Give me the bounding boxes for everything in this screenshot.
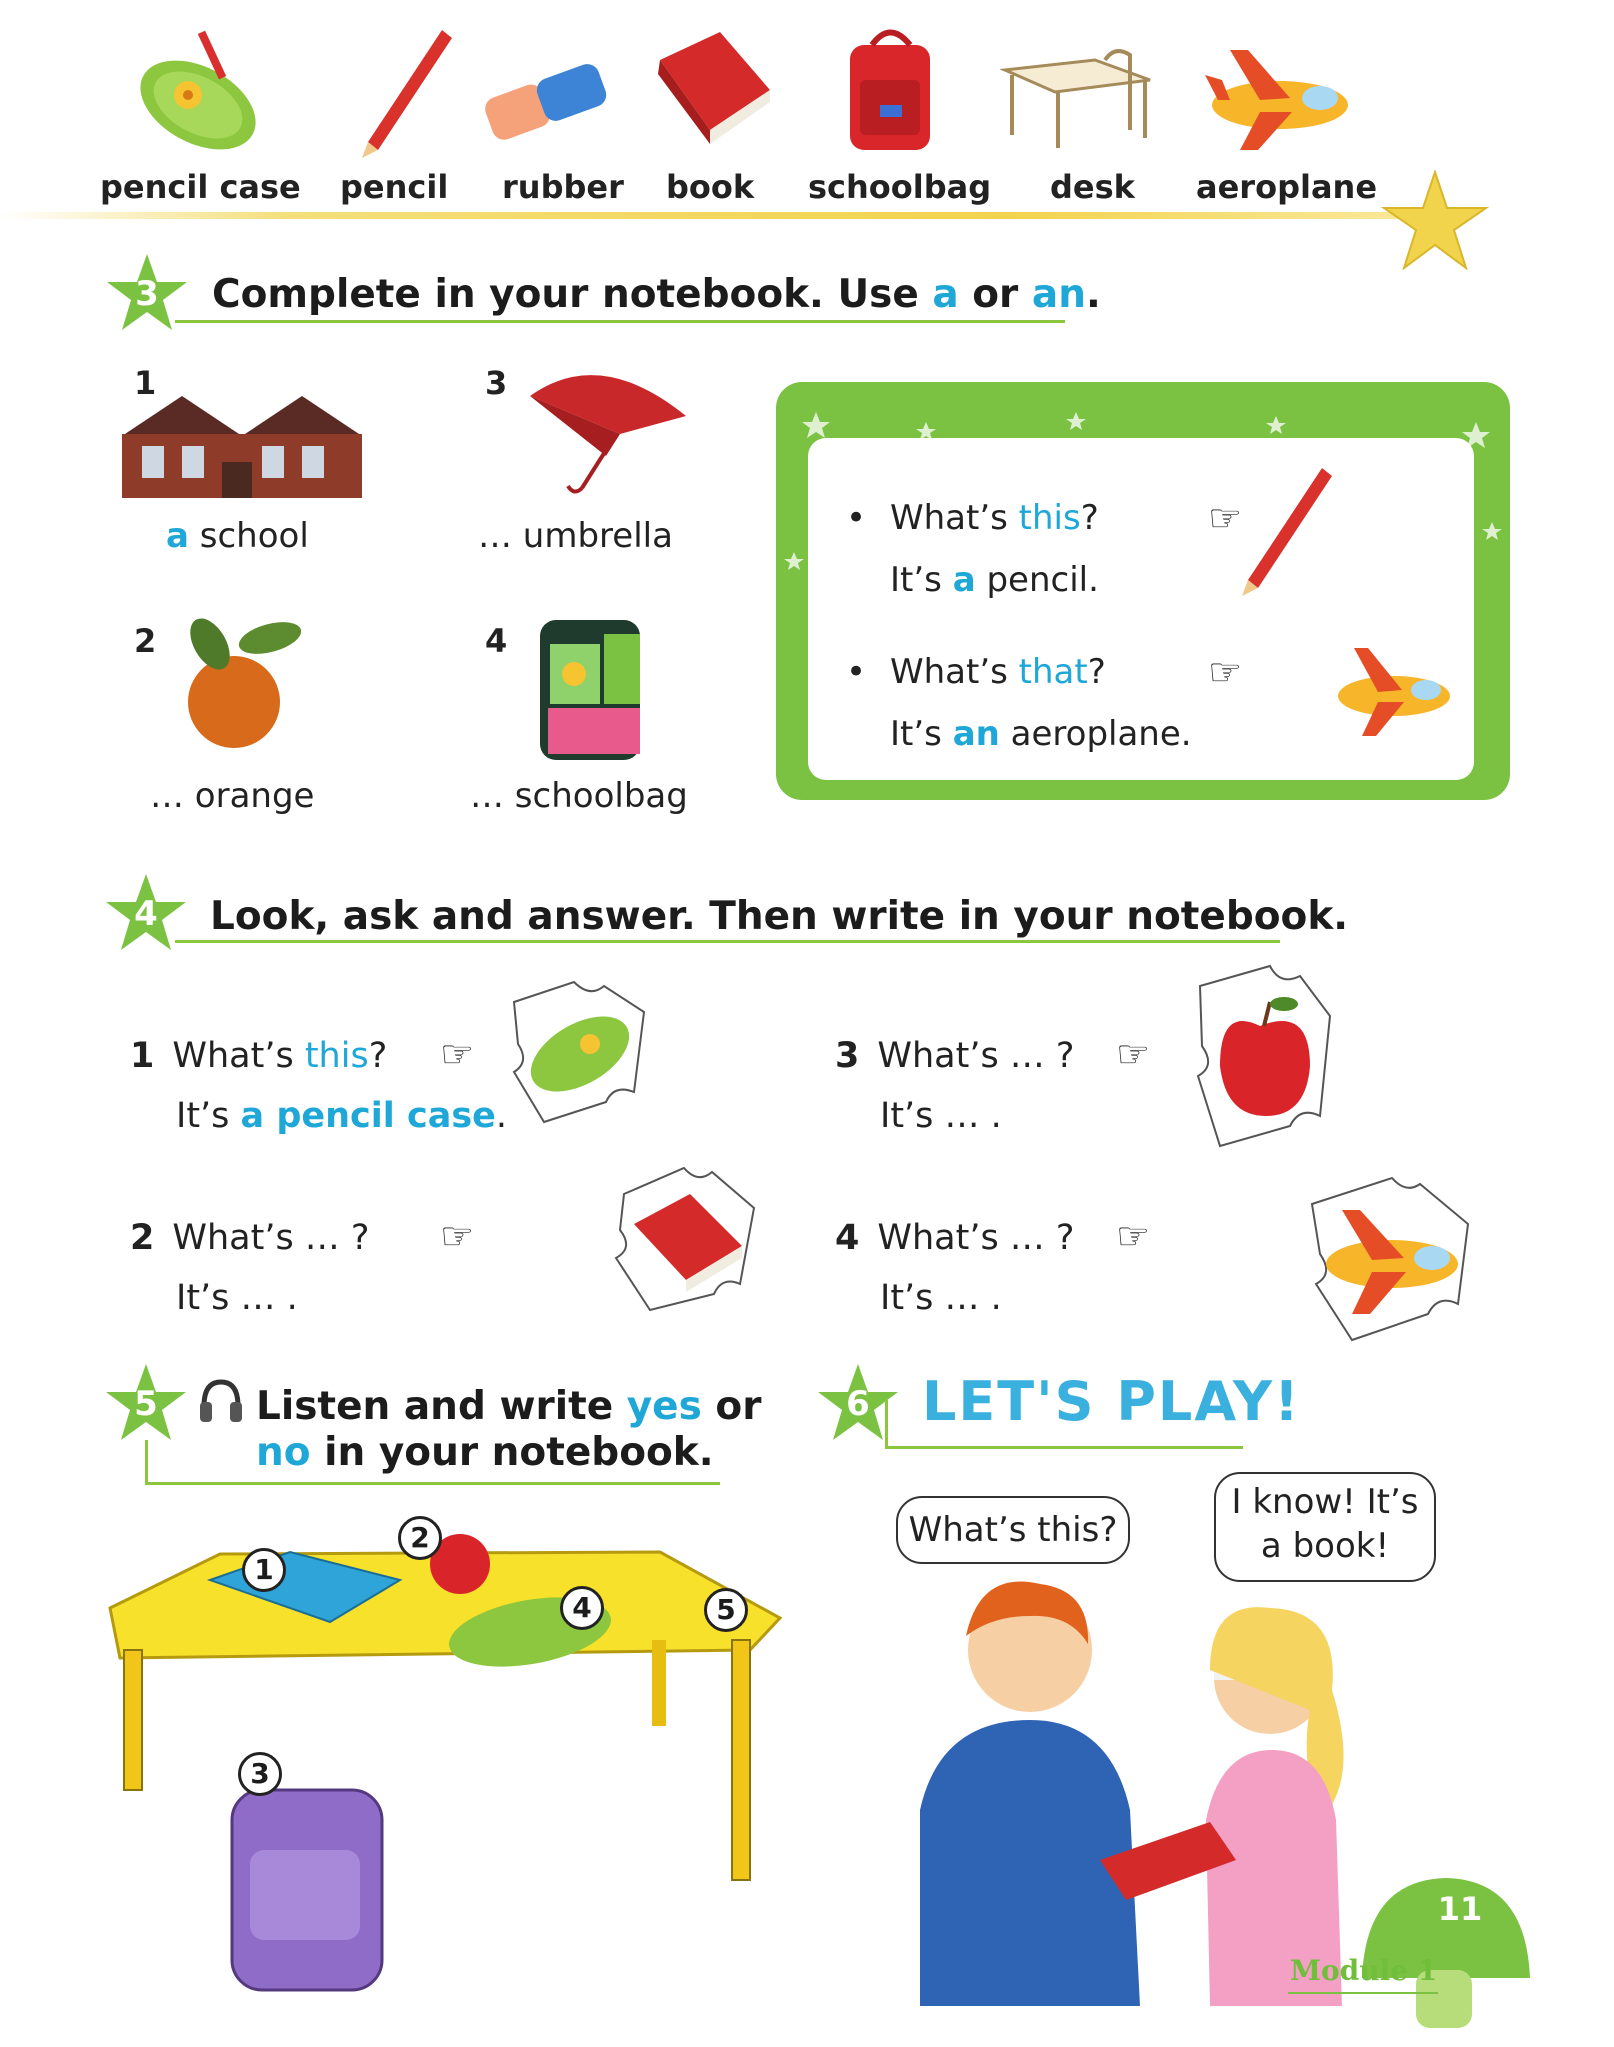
vocab-label-book: book xyxy=(666,168,755,206)
heading-underline xyxy=(175,320,1065,323)
exercise-number: 3 xyxy=(135,274,159,314)
ex4-question-1 xyxy=(130,1036,387,1076)
pointing-hand-icon: ☞ xyxy=(1208,496,1243,540)
bubble-line: a book! xyxy=(1260,1526,1390,1566)
highlight-word: a xyxy=(952,560,976,600)
text: It’s xyxy=(890,560,953,600)
aeroplane-image xyxy=(1326,632,1460,740)
heading-underline xyxy=(175,940,1280,943)
vocab-label-pencil: pencil xyxy=(340,168,449,206)
text: ? xyxy=(1080,498,1099,538)
text: ? xyxy=(1087,652,1106,692)
exercise-4-instruction: Look, ask and answer. Then write in your notebook. xyxy=(210,894,1349,939)
lets-play-title: LET'S PLAY! xyxy=(922,1370,1301,1433)
pointing-hand-icon: ☞ xyxy=(1208,650,1243,694)
highlight-word: that xyxy=(1018,652,1088,692)
vocab-label-aeroplane: aeroplane xyxy=(1196,168,1378,206)
text: What’s … ? xyxy=(172,1218,370,1258)
pencil-case-image xyxy=(128,20,268,160)
item-caption: … orange xyxy=(150,776,315,816)
text: What’s … ? xyxy=(877,1218,1075,1258)
pencil-image xyxy=(350,20,460,160)
text: What’s … ? xyxy=(877,1036,1075,1076)
highlight-word: a pencil case xyxy=(240,1096,496,1136)
vocab-label-rubber: rubber xyxy=(502,168,624,206)
heading-underline-vertical xyxy=(145,1440,148,1484)
heading-underline xyxy=(145,1482,720,1485)
answer-article: a xyxy=(166,516,189,556)
instruction-text: or xyxy=(701,1384,762,1429)
grammar-question-2 xyxy=(890,652,1106,692)
exercise-5-instruction-line-1 xyxy=(256,1384,761,1429)
exercise-5-instruction-line-2 xyxy=(256,1430,714,1475)
marker-5: 5 xyxy=(704,1588,748,1632)
vocab-label-desk: desk xyxy=(1050,168,1135,206)
pointing-hand-icon: ☞ xyxy=(1116,1214,1151,1258)
pointing-hand-icon: ☞ xyxy=(440,1214,475,1258)
bubble-line: I know! It’s xyxy=(1231,1482,1419,1522)
gold-star-icon xyxy=(1380,170,1490,270)
schoolbag-image xyxy=(524,604,664,766)
puzzle-book-image xyxy=(594,1154,770,1322)
text: What’s xyxy=(890,652,1019,692)
grammar-bullet: • xyxy=(846,498,867,538)
item-number: 3 xyxy=(835,1036,860,1076)
highlight-word: this xyxy=(1018,498,1081,538)
item-caption: … umbrella xyxy=(478,516,673,556)
speech-bubble-boy: What’s this? xyxy=(896,1496,1130,1564)
instruction-text: in your notebook. xyxy=(310,1430,714,1475)
text: It’s xyxy=(176,1096,241,1136)
marker-2: 2 xyxy=(398,1516,442,1560)
ex4-answer-2: It’s … . xyxy=(176,1278,298,1318)
rubber-image xyxy=(470,20,620,160)
instruction-text: . xyxy=(1085,272,1101,317)
text: aeroplane. xyxy=(999,714,1192,754)
ex4-question-3 xyxy=(835,1036,1075,1076)
highlight-word: yes xyxy=(626,1384,702,1429)
item-number: 2 xyxy=(130,1218,155,1258)
ex4-question-2 xyxy=(130,1218,370,1258)
item-noun: school xyxy=(188,516,309,556)
item-caption xyxy=(166,516,309,556)
grammar-bullet: • xyxy=(846,652,867,692)
vocab-label-pencil-case: pencil case xyxy=(100,168,301,206)
vocab-label-schoolbag: schoolbag xyxy=(808,168,992,206)
marker-4: 4 xyxy=(560,1586,604,1630)
text: What’s xyxy=(172,1036,305,1076)
exercise-number: 4 xyxy=(134,894,158,934)
aeroplane-image xyxy=(1200,20,1360,160)
marker-3: 3 xyxy=(238,1752,282,1796)
item-number: 1 xyxy=(130,1036,155,1076)
vocab-divider xyxy=(0,212,1440,219)
highlight-word: an xyxy=(1031,272,1086,317)
puzzle-aeroplane-image xyxy=(1292,1164,1486,1356)
pointing-hand-icon: ☞ xyxy=(440,1032,475,1076)
ex4-answer-3: It’s … . xyxy=(880,1096,1002,1136)
instruction-text: Listen and write xyxy=(256,1384,627,1429)
item-number: 2 xyxy=(134,622,157,660)
module-label: Module 1 xyxy=(1290,1954,1438,1987)
ex4-answer-4: It’s … . xyxy=(880,1278,1002,1318)
instruction-text: Complete in your notebook. Use xyxy=(212,272,933,317)
text: ? xyxy=(368,1036,388,1076)
grammar-answer-2 xyxy=(890,714,1192,754)
exercise-3-instruction xyxy=(212,272,1101,317)
highlight-word: this xyxy=(304,1036,369,1076)
puzzle-apple-image xyxy=(1180,956,1350,1156)
exercise-number: 6 xyxy=(846,1384,870,1424)
heading-underline-vertical xyxy=(885,1400,888,1448)
pencil-image xyxy=(1230,462,1340,598)
item-number: 3 xyxy=(485,364,508,402)
book-image xyxy=(640,20,780,160)
instruction-text: or xyxy=(958,272,1032,317)
orange-image xyxy=(174,612,306,752)
grammar-question-1 xyxy=(890,498,1099,538)
text: . xyxy=(495,1096,508,1136)
item-number: 4 xyxy=(485,622,508,660)
item-number: 1 xyxy=(134,364,157,402)
schoolbag-image xyxy=(832,20,952,160)
exercise-number: 5 xyxy=(134,1384,158,1424)
umbrella-image xyxy=(520,356,696,496)
marker-1: 1 xyxy=(242,1548,286,1592)
text: What’s xyxy=(890,498,1019,538)
grammar-answer-1 xyxy=(890,560,1099,600)
desk-image xyxy=(1000,20,1160,160)
highlight-word: an xyxy=(952,714,1000,754)
heading-underline xyxy=(885,1446,1243,1449)
children-playing-image xyxy=(880,1560,1420,2006)
footer-line xyxy=(1288,1992,1438,1994)
ex4-question-4 xyxy=(835,1218,1075,1258)
text: pencil. xyxy=(975,560,1099,600)
school-image xyxy=(112,386,374,504)
desk-scene-image xyxy=(100,1500,790,2000)
pointing-hand-icon: ☞ xyxy=(1116,1032,1151,1076)
highlight-word: a xyxy=(932,272,959,317)
ex4-answer-1 xyxy=(176,1096,507,1136)
puzzle-pencil-case-image xyxy=(494,972,664,1132)
item-caption: … schoolbag xyxy=(470,776,688,816)
headphones-icon xyxy=(196,1376,246,1426)
highlight-word: no xyxy=(256,1430,311,1475)
item-number: 4 xyxy=(835,1218,860,1258)
page-number: 11 xyxy=(1437,1890,1483,1928)
text: It’s xyxy=(890,714,953,754)
